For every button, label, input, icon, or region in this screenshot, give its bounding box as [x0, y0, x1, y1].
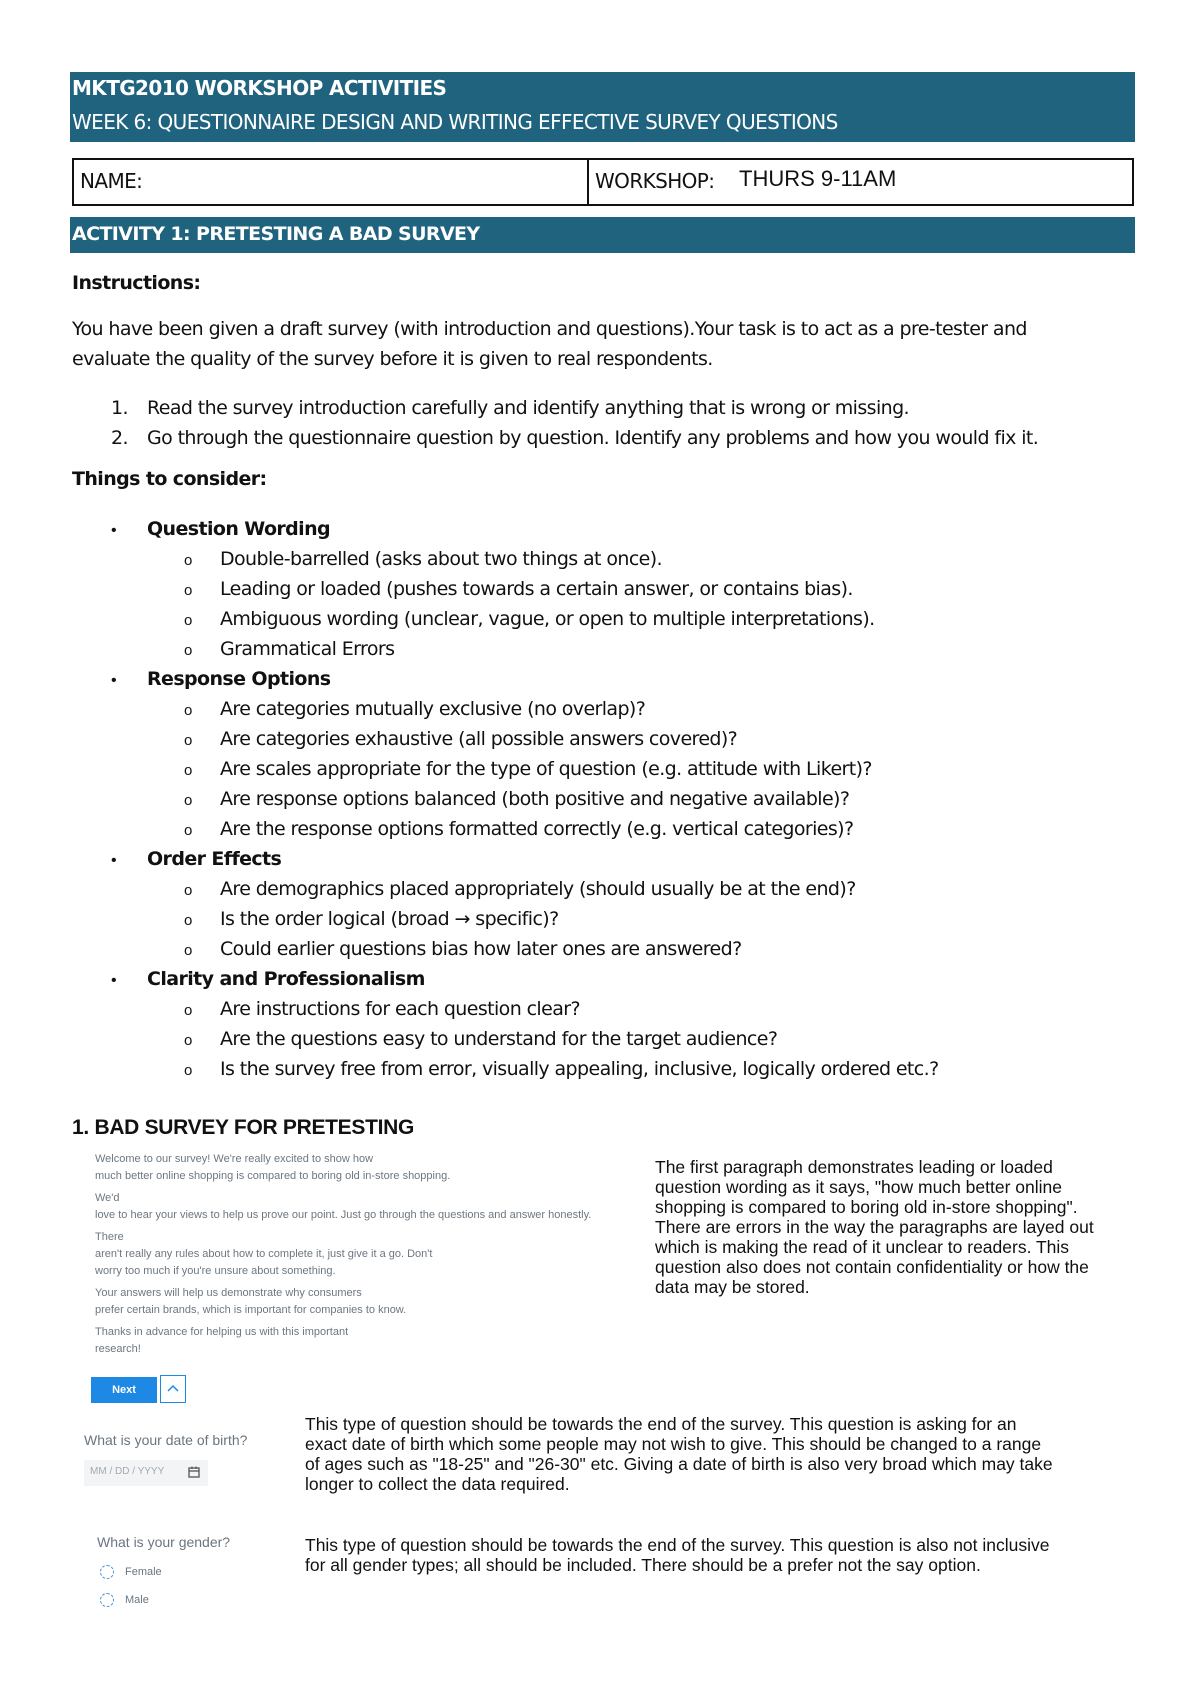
calendar-icon[interactable] — [188, 1466, 200, 1478]
instructions-line: You have been given a draft survey (with introduction and questions).Your task is to act as a pre-tester and — [72, 318, 1027, 340]
comment-line: longer to collect the data required. — [305, 1474, 570, 1494]
consideration-item: Are instructions for each question clear? — [220, 998, 580, 1020]
comment-line: which is making the read of it unclear to readers. This — [655, 1237, 1070, 1257]
survey-intro-line: research! — [95, 1343, 141, 1355]
scroll-up-button[interactable] — [160, 1375, 186, 1403]
step-number: 1. — [111, 397, 128, 419]
radio-label-male: Male — [125, 1594, 149, 1606]
sub-bullet-icon: o — [184, 702, 193, 719]
survey-intro-line: There — [95, 1231, 124, 1243]
consideration-item: Grammatical Errors — [220, 638, 395, 660]
group-title: Response Options — [147, 668, 331, 690]
gender-question: What is your gender? — [97, 1534, 231, 1550]
sub-bullet-icon: o — [184, 732, 193, 749]
consideration-item: Ambiguous wording (unclear, vague, or open to multiple interpretations). — [220, 608, 875, 630]
intro-comment — [655, 1157, 1094, 1297]
bad-survey-heading: 1. BAD SURVEY FOR PRETESTING — [72, 1116, 415, 1139]
survey-intro-line: worry too much if you're unsure about something. — [95, 1265, 336, 1277]
radio-male[interactable] — [100, 1593, 114, 1607]
comment-line: of ages such as "18-25" and "26-30" etc. Giving a date of birth is also very broad which may take — [305, 1454, 1053, 1474]
consideration-item: Is the survey free from error, visually appealing, inclusive, logically ordered etc.? — [220, 1058, 939, 1080]
sub-bullet-icon: o — [184, 1032, 193, 1049]
step-number: 2. — [111, 427, 128, 449]
comment-line: question wording as it says, "how much better online — [655, 1177, 1062, 1197]
bullet-icon: • — [111, 522, 117, 539]
document-subtitle: WEEK 6: QUESTIONNAIRE DESIGN AND WRITING EFFECTIVE SURVEY QUESTIONS — [72, 110, 838, 134]
sub-bullet-icon: o — [184, 612, 193, 629]
sub-bullet-icon: o — [184, 1002, 193, 1019]
sub-bullet-icon: o — [184, 792, 193, 809]
sub-bullet-icon: o — [184, 1062, 193, 1079]
survey-intro-line: much better online shopping is compared to boring old in-store shopping. — [95, 1170, 451, 1182]
gender-comment — [305, 1535, 1050, 1575]
comment-line: question also does not contain confidentiality or how the — [655, 1257, 1089, 1277]
comment-line: shopping is compared to boring old in-store shopping". — [655, 1197, 1078, 1217]
group-title: Question Wording — [147, 518, 331, 540]
group-title: Order Effects — [147, 848, 282, 870]
activity-bar — [70, 217, 1135, 253]
survey-intro-line: Welcome to our survey! We're really excited to show how — [95, 1153, 374, 1165]
consideration-item: Are the response options formatted correctly (e.g. vertical categories)? — [220, 818, 854, 840]
sub-bullet-icon: o — [184, 822, 193, 839]
consideration-item: Are scales appropriate for the type of question (e.g. attitude with Likert)? — [220, 758, 872, 780]
name-cell — [74, 160, 589, 204]
sub-bullet-icon: o — [184, 582, 193, 599]
survey-intro-line: prefer certain brands, which is important for companies to know. — [95, 1304, 407, 1316]
survey-intro-line: aren't really any rules about how to complete it, just give it a go. Don't — [95, 1248, 433, 1260]
workshop-value: THURS 9-11AM — [739, 166, 897, 191]
consideration-item: Are categories mutually exclusive (no overlap)? — [220, 698, 646, 720]
dob-comment — [305, 1414, 1053, 1494]
consideration-item: Could earlier questions bias how later ones are answered? — [220, 938, 742, 960]
consideration-item: Is the order logical (broad → specific)? — [220, 908, 559, 930]
bullet-icon: • — [111, 852, 117, 869]
comment-line: There are errors in the way the paragraphs are layed out — [655, 1217, 1094, 1237]
survey-intro-line: love to hear your views to help us prove our point. Just go through the questions and answer honestly. — [95, 1209, 592, 1221]
consideration-item: Leading or loaded (pushes towards a certain answer, or contains bias). — [220, 578, 853, 600]
comment-line: data may be stored. — [655, 1277, 810, 1297]
step-text: Go through the questionnaire question by question. Identify any problems and how you would fix it. — [147, 427, 1039, 449]
instructions-paragraph — [72, 314, 1132, 374]
comment-line: This type of question should be towards the end of the survey. This question is also not inclusive — [305, 1535, 1050, 1555]
bullet-icon: • — [111, 672, 117, 689]
comment-line: for all gender types; all should be included. There should be a prefer not the say option. — [305, 1555, 981, 1575]
radio-label-female: Female — [125, 1566, 162, 1578]
comment-line: This type of question should be towards the end of the survey. This question is asking for an — [305, 1414, 1017, 1434]
survey-intro-line: Your answers will help us demonstrate why consumers — [95, 1287, 362, 1299]
bullet-icon: • — [111, 972, 117, 989]
activity-title: ACTIVITY 1: PRETESTING A BAD SURVEY — [72, 223, 480, 245]
consideration-item: Double-barrelled (asks about two things at once). — [220, 548, 663, 570]
dob-placeholder: MM / DD / YYYY — [90, 1466, 165, 1477]
chevron-up-icon — [161, 1376, 185, 1402]
consideration-item: Are response options balanced (both positive and negative available)? — [220, 788, 850, 810]
sub-bullet-icon: o — [184, 552, 193, 569]
radio-female[interactable] — [100, 1565, 114, 1579]
workshop-label: WORKSHOP: — [595, 169, 715, 193]
sub-bullet-icon: o — [184, 942, 193, 959]
step-text: Read the survey introduction carefully and identify anything that is wrong or missing. — [147, 397, 909, 419]
group-title: Clarity and Professionalism — [147, 968, 425, 990]
instructions-line: evaluate the quality of the survey before it is given to real respondents. — [72, 348, 713, 370]
next-button[interactable]: Next — [91, 1377, 157, 1403]
sub-bullet-icon: o — [184, 762, 193, 779]
dob-question: What is your date of birth? — [84, 1432, 248, 1448]
survey-intro-line: We'd — [95, 1192, 120, 1204]
instructions-heading: Instructions: — [72, 272, 201, 294]
considerations-heading: Things to consider: — [72, 468, 267, 490]
comment-line: The first paragraph demonstrates leading or loaded — [655, 1157, 1053, 1177]
name-label: NAME: — [80, 169, 143, 193]
consideration-item: Are the questions easy to understand for the target audience? — [220, 1028, 778, 1050]
consideration-item: Are categories exhaustive (all possible answers covered)? — [220, 728, 738, 750]
consideration-item: Are demographics placed appropriately (should usually be at the end)? — [220, 878, 856, 900]
name-workshop-table — [72, 158, 1134, 206]
survey-intro-line: Thanks in advance for helping us with this important — [95, 1326, 349, 1338]
document-title: MKTG2010 WORKSHOP ACTIVITIES — [72, 76, 447, 100]
sub-bullet-icon: o — [184, 912, 193, 929]
header-banner — [70, 72, 1135, 142]
comment-line: exact date of birth which some people may not wish to give. This should be changed to a range — [305, 1434, 1042, 1454]
sub-bullet-icon: o — [184, 882, 193, 899]
sub-bullet-icon: o — [184, 642, 193, 659]
